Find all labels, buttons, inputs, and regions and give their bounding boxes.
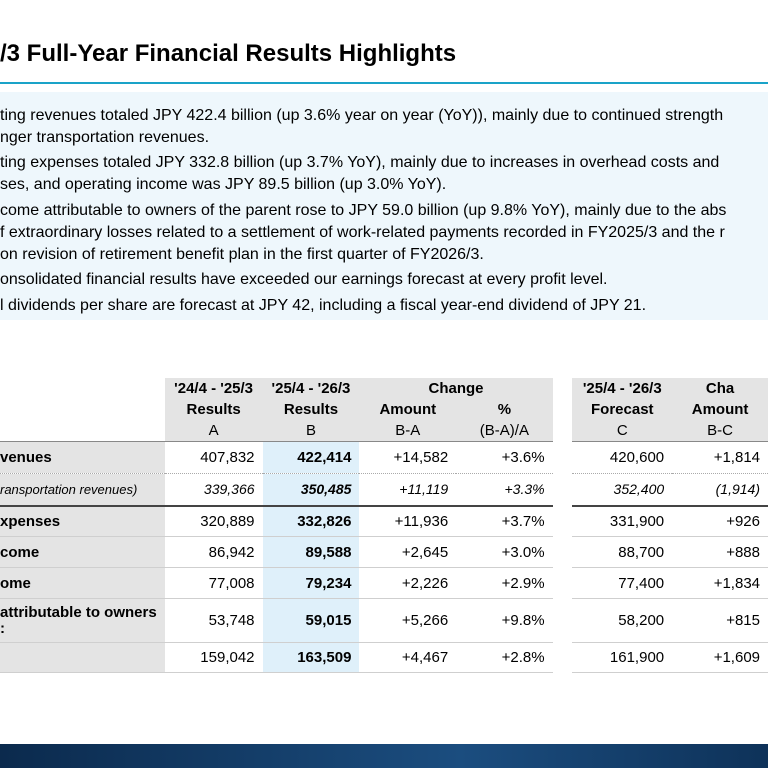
cell-ba: +4,467 xyxy=(359,643,456,673)
cell-ba: +11,119 xyxy=(359,474,456,506)
header-period-b: '25/4 - '26/3 xyxy=(263,378,360,399)
cell-bc: +1,609 xyxy=(672,643,768,673)
financial-results-table xyxy=(0,378,768,673)
cell-c: 161,900 xyxy=(572,643,672,673)
row-label: xpenses xyxy=(0,506,165,537)
footer-bar xyxy=(0,744,768,768)
bullet-line: ting revenues totaled JPY 422.4 billion (up 3.6% year on year (YoY)), mainly due to continued strength xyxy=(0,107,724,124)
cell-bc: +1,834 xyxy=(672,568,768,599)
gap-cell xyxy=(553,442,573,474)
cell-b: 422,414 xyxy=(263,442,360,474)
page-title: /3 Full-Year Financial Results Highlights xyxy=(0,40,457,67)
cell-a: 77,008 xyxy=(165,568,263,599)
table-row xyxy=(0,506,768,537)
row-label: ome xyxy=(0,568,165,599)
header-period-a: '24/4 - '25/3 xyxy=(165,378,263,399)
cell-a: 159,042 xyxy=(165,643,263,673)
bullet-line: ting expenses totaled JPY 332.8 billion (up 3.7% YoY), mainly due to increases in overhead costs and xyxy=(0,154,720,171)
cell-b: 163,509 xyxy=(263,643,360,673)
row-label-line: attributable to owners xyxy=(0,603,157,621)
cell-ba: +11,936 xyxy=(359,506,456,537)
header-code-pct: (B-A)/A xyxy=(456,420,552,442)
gap-cell xyxy=(553,474,573,506)
bullet-line: come attributable to owners of the parent rose to JPY 59.0 billion (up 9.8% YoY), mainly due to the abs xyxy=(0,202,727,219)
gap-cell xyxy=(553,643,573,673)
bullet-line: onsolidated financial results have exceeded our earnings forecast at every profit level. xyxy=(0,271,608,288)
table-row xyxy=(0,442,768,474)
cell-c: 420,600 xyxy=(572,442,672,474)
cell-c: 352,400 xyxy=(572,474,672,506)
cell-b: 89,588 xyxy=(263,537,360,568)
header-code-bc: B-C xyxy=(672,420,768,442)
bullet-line: on revision of retirement benefit plan in the first quarter of FY2026/3. xyxy=(0,246,484,263)
header-blank xyxy=(0,420,165,442)
cell-pct: +2.9% xyxy=(456,568,552,599)
header-gap xyxy=(553,399,573,420)
gap-cell xyxy=(553,599,573,643)
cell-pct: +3.3% xyxy=(456,474,552,506)
cell-a: 53,748 xyxy=(165,599,263,643)
bullet-line: nger transportation revenues. xyxy=(0,129,210,146)
header-results-b: Results xyxy=(263,399,360,420)
cell-a: 407,832 xyxy=(165,442,263,474)
cell-c: 58,200 xyxy=(572,599,672,643)
cell-c: 77,400 xyxy=(572,568,672,599)
header-blank xyxy=(0,399,165,420)
table-header-row xyxy=(0,399,768,420)
cell-ba: +14,582 xyxy=(359,442,456,474)
cell-pct: +9.8% xyxy=(456,599,552,643)
table-row xyxy=(0,599,768,643)
row-label: venues xyxy=(0,442,165,474)
cell-pct: +2.8% xyxy=(456,643,552,673)
header-amount-forecast: Amount xyxy=(672,399,768,420)
cell-ba: +2,226 xyxy=(359,568,456,599)
cell-c: 331,900 xyxy=(572,506,672,537)
cell-bc: +815 xyxy=(672,599,768,643)
gap-cell xyxy=(553,506,573,537)
cell-b: 79,234 xyxy=(263,568,360,599)
bullet-line: f extraordinary losses related to a settlement of work-related payments recorded in FY2025/3 and the r xyxy=(0,224,725,241)
gap-cell xyxy=(553,537,573,568)
header-blank xyxy=(0,378,165,399)
bullet-line: l dividends per share are forecast at JPY 42, including a fiscal year-end dividend of JPY 21. xyxy=(0,297,647,314)
cell-bc: +1,814 xyxy=(672,442,768,474)
cell-a: 86,942 xyxy=(165,537,263,568)
highlights-box xyxy=(0,92,768,320)
bullet-line: ses, and operating income was JPY 89.5 billion (up 3.0% YoY). xyxy=(0,176,447,193)
cell-c: 88,700 xyxy=(572,537,672,568)
gap-cell xyxy=(553,568,573,599)
header-amount: Amount xyxy=(359,399,456,420)
cell-ba: +2,645 xyxy=(359,537,456,568)
row-label: come xyxy=(0,537,165,568)
cell-b: 350,485 xyxy=(263,474,360,506)
row-label xyxy=(0,599,165,643)
header-code-a: A xyxy=(165,420,263,442)
cell-pct: +3.6% xyxy=(456,442,552,474)
cell-a: 339,366 xyxy=(165,474,263,506)
header-percent: % xyxy=(456,399,552,420)
header-code-b: B xyxy=(263,420,360,442)
header-gap xyxy=(553,420,573,442)
cell-bc: +888 xyxy=(672,537,768,568)
header-gap xyxy=(553,378,573,399)
header-code-c: C xyxy=(572,420,672,442)
header-code-ba: B-A xyxy=(359,420,456,442)
table-header-row xyxy=(0,420,768,442)
table-header-row xyxy=(0,378,768,399)
table-row xyxy=(0,537,768,568)
title-divider xyxy=(0,82,768,84)
row-label-line: : xyxy=(0,619,5,637)
table-row xyxy=(0,568,768,599)
cell-ba: +5,266 xyxy=(359,599,456,643)
row-label xyxy=(0,643,165,673)
header-forecast: Forecast xyxy=(572,399,672,420)
cell-a: 320,889 xyxy=(165,506,263,537)
header-change: Change xyxy=(359,378,552,399)
cell-pct: +3.0% xyxy=(456,537,552,568)
cell-b: 332,826 xyxy=(263,506,360,537)
table-row xyxy=(0,643,768,673)
cell-b: 59,015 xyxy=(263,599,360,643)
table-row xyxy=(0,474,768,506)
header-results-a: Results xyxy=(165,399,263,420)
header-change-forecast: Cha xyxy=(672,378,768,399)
cell-bc: +926 xyxy=(672,506,768,537)
cell-pct: +3.7% xyxy=(456,506,552,537)
cell-bc: (1,914) xyxy=(672,474,768,506)
header-period-c: '25/4 - '26/3 xyxy=(572,378,672,399)
row-label: ransportation revenues) xyxy=(0,474,165,506)
